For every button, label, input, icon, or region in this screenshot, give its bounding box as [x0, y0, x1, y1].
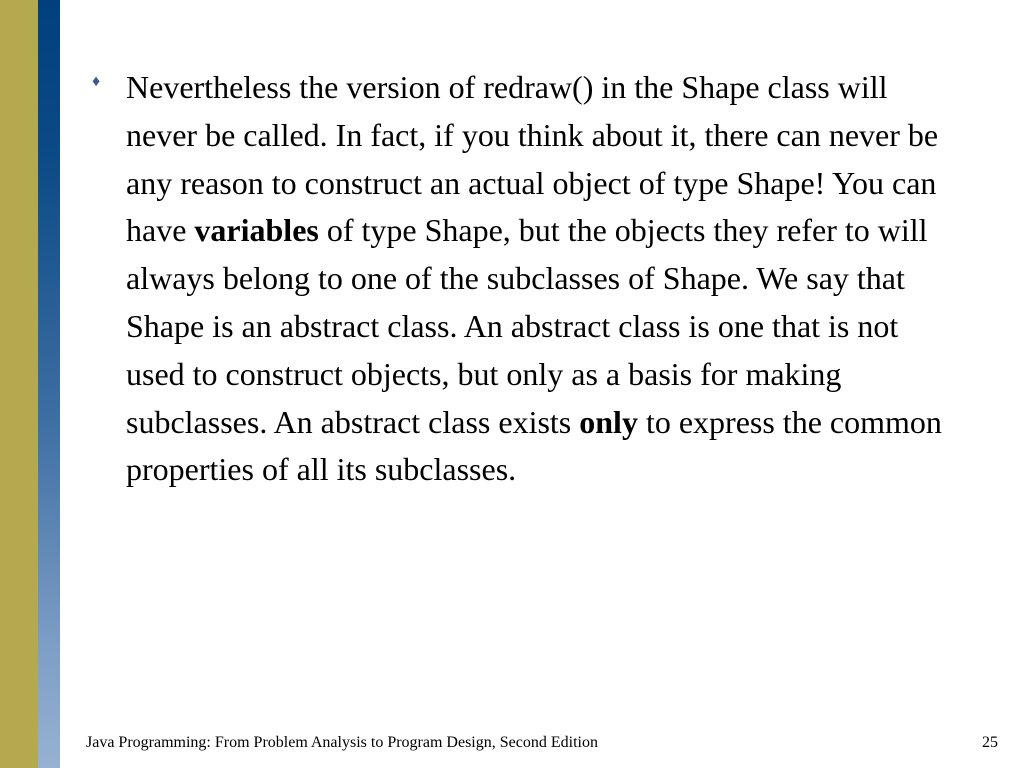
bold-text-run: variables: [194, 212, 319, 249]
bullet-paragraph: [126, 64, 952, 494]
footer-page-number: 25: [982, 734, 998, 751]
bullet-item: [92, 64, 952, 494]
left-accent-band: [0, 0, 38, 768]
left-gradient-band: [38, 0, 60, 768]
bold-text-run: only: [579, 403, 638, 440]
text-run: Nevertheless the version of redraw() in the Shape class will never be called. In fact, if you think about it, there can never be any reason to construct an actual object of type Shape! You can have: [126, 69, 939, 249]
slide-content: [92, 64, 952, 494]
diamond-bullet-icon: ♦: [92, 73, 101, 90]
footer-book-title: Java Programming: From Problem Analysis to Program Design, Second Edition: [86, 734, 598, 751]
text-run: to express the common properties of all its subclasses.: [126, 403, 942, 488]
text-run: of type Shape, but the objects they refer to will always belong to one of the subclasses of Shape. We say that Shape is an abstract class. An abstract class is one that is not used to construct objects, but only as a basis for making subclasses. An abstract class exists: [126, 212, 928, 440]
